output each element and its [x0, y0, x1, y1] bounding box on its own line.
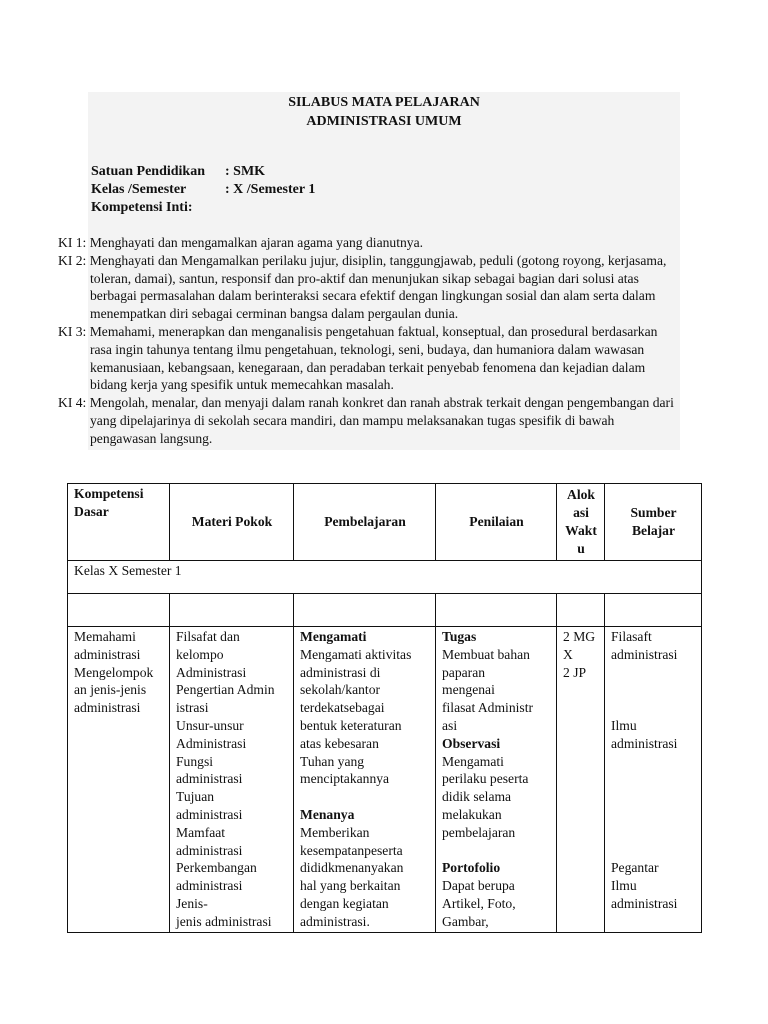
- header-sumber-line: Belajar: [631, 523, 676, 538]
- document-title: [88, 93, 680, 131]
- kd-line: administrasi: [74, 700, 141, 716]
- meta-satuan: [91, 163, 315, 181]
- table-header-row: [68, 484, 702, 561]
- pembelajaran-line: Tuhan yang: [300, 753, 365, 769]
- penilaian-line: pembelajaran: [442, 824, 516, 840]
- penilaian-line: mengenai: [442, 682, 495, 698]
- spacer: [300, 788, 430, 806]
- materi-line: administrasi: [176, 878, 243, 894]
- spacer: [611, 753, 696, 771]
- empty-cell: [557, 594, 605, 627]
- kd-line: Memahami: [74, 629, 136, 644]
- materi-line: istrasi: [176, 700, 209, 716]
- sumber-cell: [605, 627, 702, 933]
- title-line-2: ADMINISTRASI UMUM: [306, 114, 462, 129]
- pembelajaran-line: menciptakannya: [300, 771, 390, 787]
- header-penilaian: Penilaian: [436, 484, 557, 561]
- header-alokasi-line: Alok: [567, 487, 595, 503]
- materi-line: Perkembangan: [176, 860, 257, 876]
- header-alokasi-line: Wakt: [565, 523, 597, 538]
- penilaian-line: asi: [442, 717, 458, 733]
- mengamati-heading: Mengamati: [300, 629, 367, 644]
- kompetensi-inti-list: [58, 234, 680, 448]
- empty-cell: [68, 594, 170, 627]
- empty-cell: [436, 594, 557, 627]
- penilaian-line: melakukan: [442, 806, 502, 822]
- header-kompetensi-dasar: Kompetensi Dasar: [68, 484, 170, 561]
- empty-cell: [170, 594, 294, 627]
- header-materi-pokok: Materi Pokok: [170, 484, 294, 561]
- ki-3: KI 3: Memahami, menerapkan dan menganalisis pengetahuan faktual, konseptual, dan prosedural berdasarkan rasa ingin tahunya tentang ilmu pengetahuan, teknologi, seni, budaya, dan humaniora dalam wawasan kemanusiaan, kebangsaan, kenegaraan, dan peradaban terkait penyebab fenomena dan kejadian dalam bidang kerja yang spesifik untuk memecahkan masalah.: [58, 323, 658, 393]
- materi-line: Administrasi: [176, 664, 247, 680]
- meta-kelas: [91, 181, 315, 199]
- sumber-line: Ilmu: [611, 878, 637, 894]
- sumber-line: Pegantar: [611, 860, 659, 876]
- header-alokasi-waktu: [557, 484, 605, 561]
- alokasi-cell: [557, 627, 605, 933]
- pembelajaran-line: administrasi di: [300, 664, 381, 680]
- pembelajaran-line: sekolah/kantor: [300, 682, 381, 698]
- empty-cell: [294, 594, 436, 627]
- spacer: [611, 699, 696, 717]
- pembelajaran-line: dengan kegiatan: [300, 895, 389, 911]
- penilaian-line: Membuat bahan: [442, 646, 530, 662]
- penilaian-line: didik selama: [442, 789, 512, 805]
- materi-line: Administrasi: [176, 735, 247, 751]
- spacer: [611, 806, 696, 824]
- document-meta: [91, 163, 315, 217]
- portofolio-heading: Portofolio: [442, 860, 501, 876]
- sumber-line: Filasaft: [611, 629, 652, 644]
- pembelajaran-cell: [294, 627, 436, 933]
- header-pembelajaran: Pembelajaran: [294, 484, 436, 561]
- spacer: [611, 770, 696, 788]
- materi-line: Jenis-: [176, 895, 208, 911]
- penilaian-cell: [436, 627, 557, 933]
- pembelajaran-line: atas kebesaran: [300, 735, 379, 751]
- title-line-1: SILABUS MATA PELAJARAN: [288, 95, 480, 110]
- ki-1: KI 1: Menghayati dan mengamalkan ajaran agama yang dianutnya.: [58, 235, 424, 250]
- pembelajaran-line: administrasi.: [300, 913, 370, 929]
- semester-row: [68, 561, 702, 594]
- header-alokasi-line: asi: [573, 505, 589, 521]
- pembelajaran-line: Mengamati aktivitas: [300, 646, 412, 662]
- satuan-value: : SMK: [225, 164, 266, 179]
- kd-line: Mengelompok: [74, 664, 154, 680]
- penilaian-line: perilaku peserta: [442, 771, 529, 787]
- sumber-line: administrasi: [611, 735, 678, 751]
- semester-cell: Kelas X Semester 1: [68, 561, 702, 594]
- header-sumber-line: Sumber: [630, 505, 677, 521]
- materi-line: administrasi: [176, 842, 243, 858]
- header-sumber-belajar: [605, 484, 702, 561]
- tugas-heading: Tugas: [442, 629, 477, 644]
- kelas-label: Kelas /Semester: [91, 182, 187, 197]
- penilaian-line: Gambar,: [442, 913, 489, 929]
- header-alokasi-line: u: [577, 540, 585, 556]
- pembelajaran-line: dididkmenanyakan: [300, 860, 404, 876]
- table-row: [68, 627, 702, 933]
- empty-cell: [605, 594, 702, 627]
- kelas-value: : X /Semester 1: [225, 182, 316, 197]
- kd-line: administrasi: [74, 646, 141, 662]
- spacer: [611, 824, 696, 842]
- sumber-line: Ilmu: [611, 717, 637, 733]
- spacer: [611, 842, 696, 860]
- syllabus-table: [67, 483, 702, 933]
- satuan-label: Satuan Pendidikan: [91, 164, 205, 179]
- sumber-line: administrasi: [611, 895, 678, 911]
- empty-row: [68, 594, 702, 627]
- spacer: [611, 681, 696, 699]
- materi-line: administrasi: [176, 806, 243, 822]
- materi-line: Fungsi: [176, 753, 214, 769]
- materi-line: Filsafat dan: [176, 629, 240, 644]
- materi-line: jenis administrasi: [176, 913, 272, 929]
- kompetensi-inti-label: Kompetensi Inti:: [91, 200, 193, 215]
- materi-line: kelompo: [176, 646, 224, 662]
- ki-2: KI 2: Menghayati dan Mengamalkan perilaku jujur, disiplin, tanggungjawab, peduli (gotong royong, kerjasama, toleran, damai), santun, responsif dan pro-aktif dan menunjukan sikap sebagai bagian dari solusi atas berbagai permasalahan dalam berinteraksi secara efektif dengan lingkungan sosial dan alam serta dalam menempatkan diri sebagai cerminan bangsa dalam pergaulan dunia.: [58, 252, 667, 322]
- pembelajaran-line: kesempatanpeserta: [300, 842, 403, 858]
- materi-line: Mamfaat: [176, 824, 226, 840]
- materi-cell: [170, 627, 294, 933]
- observasi-heading: Observasi: [442, 735, 501, 751]
- meta-kompetensi: [91, 199, 315, 217]
- pembelajaran-line: terdekatsebagai: [300, 700, 385, 716]
- penilaian-line: filasat Administr: [442, 700, 533, 716]
- materi-line: Unsur-unsur: [176, 717, 244, 733]
- alokasi-line: X: [563, 646, 573, 662]
- materi-line: administrasi: [176, 771, 243, 787]
- materi-line: Pengertian Admin: [176, 682, 275, 698]
- spacer: [611, 788, 696, 806]
- penilaian-line: Artikel, Foto,: [442, 895, 516, 911]
- menanya-heading: Menanya: [300, 806, 355, 822]
- spacer: [442, 842, 551, 860]
- pembelajaran-line: Memberikan: [300, 824, 370, 840]
- spacer: [611, 664, 696, 682]
- penilaian-line: Dapat berupa: [442, 878, 515, 894]
- ki-4: KI 4: Mengolah, menalar, dan menyaji dalam ranah konkret dan ranah abstrak terkait dengan pengembangan dari yang dipelajarinya di sekolah secara mandiri, dan mampu melaksanakan tugas spesifik di bawah pengawasan langsung.: [58, 395, 674, 446]
- pembelajaran-line: bentuk keteraturan: [300, 717, 402, 733]
- kd-cell: [68, 627, 170, 933]
- materi-line: Tujuan: [176, 789, 215, 805]
- penilaian-line: Mengamati: [442, 753, 504, 769]
- alokasi-line: 2 MG: [563, 629, 596, 644]
- sumber-line: administrasi: [611, 646, 678, 662]
- pembelajaran-line: hal yang berkaitan: [300, 878, 401, 894]
- alokasi-line: 2 JP: [563, 664, 587, 680]
- kd-line: an jenis-jenis: [74, 682, 147, 698]
- penilaian-line: paparan: [442, 664, 486, 680]
